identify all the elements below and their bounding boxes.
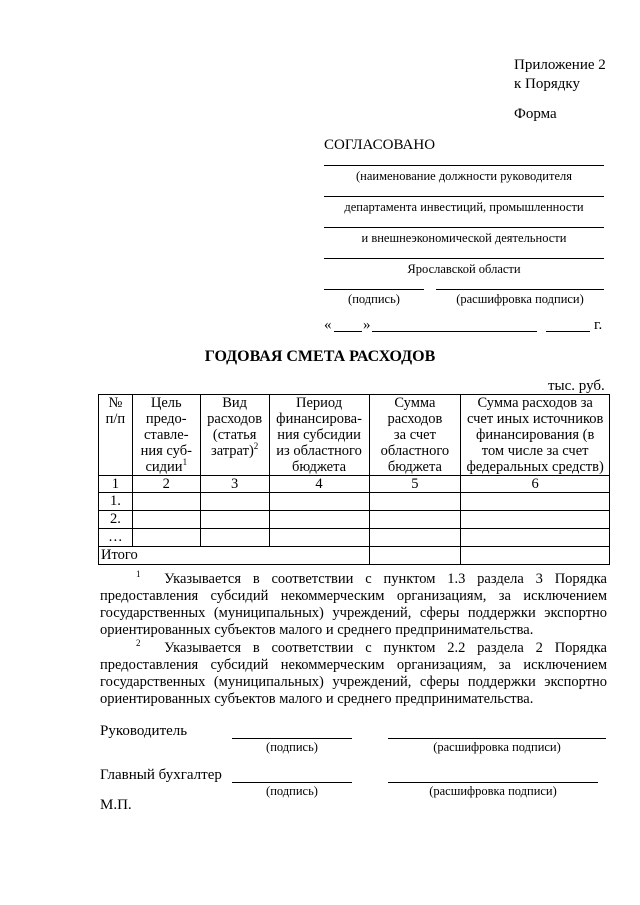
- accountant-decoding-label: (расшифровка подписи): [429, 784, 557, 798]
- blank-line: [324, 227, 604, 228]
- units-label: тыс. руб.: [548, 378, 605, 394]
- date-month-line: [372, 331, 537, 332]
- order-label: к Порядку: [514, 76, 580, 92]
- footnote-mark: 2: [136, 638, 141, 649]
- head-signature-line[interactable]: [232, 738, 352, 739]
- signature-line: [324, 289, 424, 290]
- header-cell-expense-type: Вид расходов (статья затрат)$^2$: [200, 395, 269, 476]
- accountant-decoding-line[interactable]: [388, 782, 598, 783]
- date-year-line: [546, 331, 590, 332]
- approval-position-line3: и внешнеэкономической деятельности: [361, 231, 567, 245]
- appendix-label: Приложение 2: [514, 57, 606, 73]
- head-decoding-label: (расшифровка подписи): [433, 740, 561, 754]
- footnote-mark: 2: [253, 441, 259, 452]
- header-cell-purpose: Цель предо- ставле- ния суб- сидии$^1$: [132, 395, 200, 476]
- stamp-label: М.П.: [100, 797, 132, 813]
- decoding-line: [436, 289, 604, 290]
- accountant-label: Главный бухгалтер: [100, 767, 222, 783]
- approval-title: СОГЛАСОВАНО: [324, 137, 436, 153]
- year-suffix: г.: [594, 317, 603, 333]
- table-row: …: [99, 529, 610, 547]
- column-number-row: 1 2 3 4 5 6: [99, 476, 610, 493]
- header-cell-other-sources: Сумма расходов за счет иных источников финансирования (в том числе за счет федеральных средств): [461, 395, 610, 476]
- head-decoding-line[interactable]: [388, 738, 606, 739]
- footnote-2: $^2$ Указывается в соответствии с пунктом 2.2 раздела 2 Порядка предоставления субсидий некоммерческим организациям, за исключением государственных (муниципальных) учреждений, сферы поддержки экспортно ориентированных субъектов малого и среднего предпринимательства.: [100, 638, 607, 707]
- blank-line: [324, 165, 604, 166]
- accountant-signature-label: (подпись): [266, 784, 318, 798]
- header-cell-regional-budget: Сумма расходов за счет областного бюджета: [369, 395, 461, 476]
- head-label: Руководитель: [100, 723, 188, 739]
- approval-signature-label: (подпись): [348, 292, 400, 306]
- table-header-row: [99, 395, 610, 476]
- blank-line: [324, 196, 604, 197]
- header-cell-number: № п/п: [99, 395, 133, 476]
- blank-line: [324, 258, 604, 259]
- document-title: ГОДОВАЯ СМЕТА РАСХОДОВ: [204, 348, 436, 365]
- header-cell-period: Период финансирова- ния субсидии из областного бюджета: [269, 395, 369, 476]
- approval-position-line2: департамента инвестиций, промышленности: [344, 200, 584, 214]
- approval-position-line1: (наименование должности руководителя: [356, 169, 572, 183]
- table-row: 2.: [99, 511, 610, 529]
- form-label: Форма: [514, 106, 557, 122]
- date-day-line: [334, 331, 362, 332]
- table-total-row: Итого: [99, 547, 610, 565]
- footnote-mark: 1: [182, 457, 188, 468]
- head-signature-label: (подпись): [266, 740, 318, 754]
- date-open-quote: «: [324, 317, 332, 333]
- approval-position-line4: Ярославской области: [407, 262, 521, 276]
- approval-decoding-label: (расшифровка подписи): [456, 292, 584, 306]
- table-row: 1.: [99, 493, 610, 511]
- accountant-signature-line[interactable]: [232, 782, 352, 783]
- footnote-mark: 1: [136, 569, 141, 580]
- expense-table: [98, 394, 610, 565]
- date-close-quote: »: [363, 317, 371, 333]
- footnote-1: $^1$ Указывается в соответствии с пунктом 1.3 раздела 3 Порядка предоставления субсидий некоммерческим организациям, за исключением государственных (муниципальных) учреждений, сферы поддержки экспортно ориентированных субъектов малого и среднего предпринимательства.: [100, 569, 607, 638]
